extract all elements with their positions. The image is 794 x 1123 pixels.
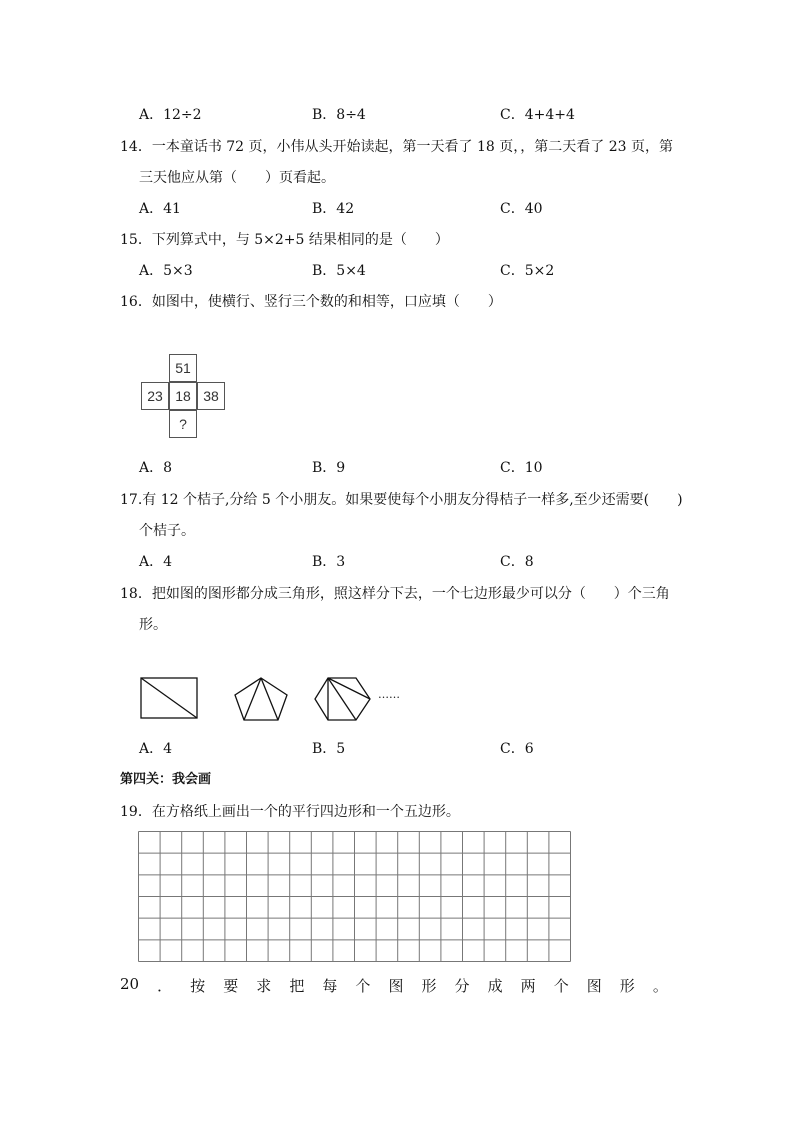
grid-paper[interactable] bbox=[137, 830, 573, 964]
cross-cell-bottom: ? bbox=[169, 410, 197, 438]
q18-option-c[interactable]: C．6 bbox=[500, 741, 534, 757]
q20-char: 成 bbox=[487, 977, 503, 995]
q20-char: 个 bbox=[553, 977, 569, 995]
q20-char: 形 bbox=[619, 977, 635, 995]
cross-cell-top: 51 bbox=[169, 354, 197, 382]
cross-cell-center: 18 bbox=[169, 382, 197, 410]
q16-option-b[interactable]: B．9 bbox=[312, 460, 346, 476]
q20-char: 要 bbox=[223, 977, 239, 995]
q17-option-c[interactable]: C．8 bbox=[500, 554, 534, 570]
q13-option-a[interactable]: A．12÷2 bbox=[139, 107, 202, 123]
q20-char: 20 bbox=[120, 975, 140, 993]
q13-option-c[interactable]: C．4+4+4 bbox=[500, 107, 575, 123]
cross-cell-right: 38 bbox=[197, 382, 225, 410]
q14-text-line2: 三天他应从第（ ）页看起。 bbox=[139, 170, 335, 186]
q20-char: 按 bbox=[190, 977, 206, 995]
q14-text-line1: 14．一本童话书 72 页，小伟从头开始读起，第一天看了 18 页，，第二天看了 23 页，第 bbox=[120, 139, 673, 155]
q20-char: 。 bbox=[652, 977, 668, 995]
q15-option-b[interactable]: B．5×4 bbox=[312, 263, 366, 279]
q20-char: 把 bbox=[289, 977, 305, 995]
q18-text-line1: 18．把如图的图形都分成三角形，照这样分下去，一个七边形最少可以分（ ）个三角 bbox=[120, 586, 670, 602]
q20-char: 图 bbox=[586, 977, 602, 995]
q20-char: 每 bbox=[322, 977, 338, 995]
hexagon-divided-shape bbox=[315, 678, 370, 720]
q15-option-c[interactable]: C．5×2 bbox=[500, 263, 555, 279]
q17-text-line2: 个桔子。 bbox=[139, 523, 195, 539]
q20-char: ． bbox=[157, 977, 173, 995]
q14-option-a[interactable]: A．41 bbox=[139, 201, 181, 217]
q18-text-line2: 形。 bbox=[139, 617, 167, 633]
q19-text: 19．在方格纸上画出一个的平行四边形和一个五边形。 bbox=[120, 804, 460, 820]
q18-option-a[interactable]: A．4 bbox=[139, 741, 173, 757]
rectangle-divided-shape bbox=[141, 678, 197, 718]
q20-char: 形 bbox=[421, 977, 437, 995]
q16-option-c[interactable]: C．10 bbox=[500, 460, 543, 476]
q17-option-a[interactable]: A．4 bbox=[139, 554, 173, 570]
q14-option-c[interactable]: C．40 bbox=[500, 201, 543, 217]
q17-text-line1: 17.有 12 个桔子,分给 5 个小朋友。如果要使每个小朋友分得桔子一样多,至少还需要( ) bbox=[120, 492, 683, 508]
q17-option-b[interactable]: B．3 bbox=[312, 554, 346, 570]
q18-option-b[interactable]: B．5 bbox=[312, 741, 346, 757]
q20-char: 求 bbox=[256, 977, 272, 995]
section4-title: 第四关：我会画 bbox=[120, 772, 212, 787]
q16-text: 16．如图中，使横行、竖行三个数的和相等，口应填（ ） bbox=[120, 294, 502, 310]
pentagon-divided-shape bbox=[235, 678, 287, 720]
cross-cell-left: 23 bbox=[141, 382, 169, 410]
q13-option-b[interactable]: B．8÷4 bbox=[312, 107, 366, 123]
q16-option-a[interactable]: A．8 bbox=[139, 460, 173, 476]
q20-char: 图 bbox=[388, 977, 404, 995]
q18-ellipsis: …… bbox=[378, 688, 400, 701]
q20-char: 两 bbox=[520, 977, 536, 995]
q20-char: 个 bbox=[355, 977, 371, 995]
q15-option-a[interactable]: A．5×3 bbox=[139, 263, 193, 279]
q20-text bbox=[120, 975, 668, 996]
q14-option-b[interactable]: B．42 bbox=[312, 201, 355, 217]
q20-char: 分 bbox=[454, 977, 470, 995]
q15-text: 15．下列算式中，与 5×2+5 结果相同的是（ ） bbox=[120, 232, 449, 248]
